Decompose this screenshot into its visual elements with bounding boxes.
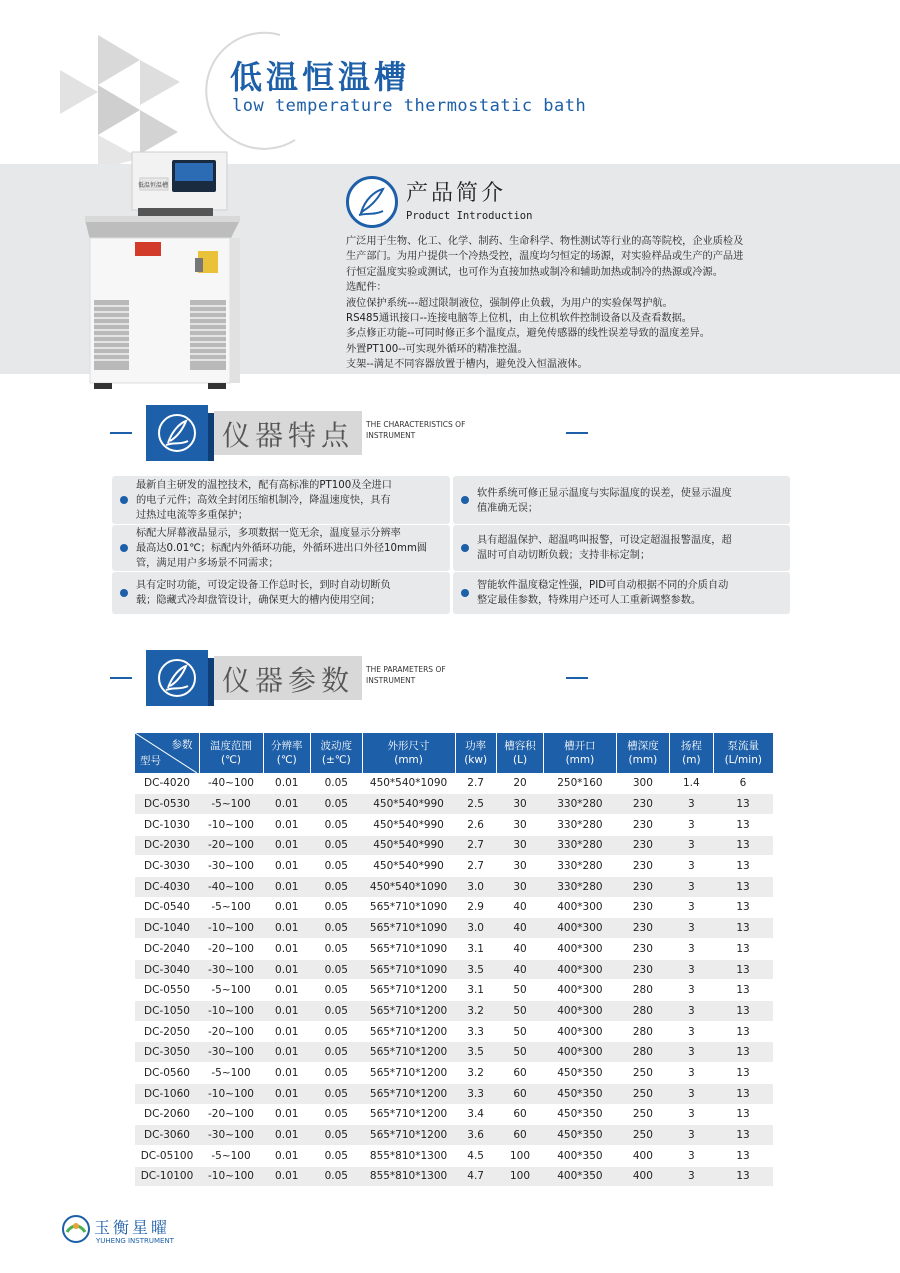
logo-text-en: YUHENG INSTRUMENT: [96, 1237, 174, 1245]
table-cell: 450*540*990: [362, 856, 455, 877]
table-cell: 230: [616, 897, 670, 918]
table-cell: 3.2: [455, 1063, 496, 1084]
table-cell: -5~100: [199, 980, 263, 1001]
section-title-en: THE PARAMETERS OF INSTRUMENT: [366, 665, 446, 685]
table-cell: 3: [670, 918, 713, 939]
table-cell: 0.05: [310, 835, 362, 856]
table-cell: 30: [496, 794, 543, 815]
table-cell: 400*300: [544, 1021, 616, 1042]
table-cell: 40: [496, 897, 543, 918]
table-cell: 13: [713, 1125, 773, 1146]
table-cell: 13: [713, 1063, 773, 1084]
table-cell: 3.0: [455, 876, 496, 897]
feature-card: 最新自主研发的温控技术，配有高标准的PT100及全进口 的电子元件；高效全封闭压缩机制冷，降温速度快，具有 过热过电流等多重保护；: [112, 476, 450, 524]
table-cell: 0.05: [310, 1021, 362, 1042]
quill-icon: [146, 650, 208, 706]
params-heading: [110, 650, 810, 706]
table-cell: 250: [616, 1083, 670, 1104]
column-header: 扬程 (m): [670, 733, 713, 773]
quill-icon: [146, 405, 208, 461]
table-cell: -30~100: [199, 1042, 263, 1063]
table-cell: 3.1: [455, 939, 496, 960]
model-cell: DC-0530: [135, 794, 199, 815]
table-cell: 0.05: [310, 1042, 362, 1063]
table-cell: 3: [670, 794, 713, 815]
table-cell: 400*300: [544, 1001, 616, 1022]
table-cell: 400*300: [544, 918, 616, 939]
table-cell: 280: [616, 1042, 670, 1063]
table-cell: -10~100: [199, 1166, 263, 1187]
divider: [110, 677, 132, 679]
table-cell: 400*350: [544, 1166, 616, 1187]
table-row: [135, 897, 773, 918]
intro-line: RS485通讯接口--连接电脑等上位机，由上位机软件控制设备以及查看数据。: [346, 313, 692, 325]
table-cell: 0.01: [263, 794, 310, 815]
table-cell: 3: [670, 1083, 713, 1104]
table-cell: -30~100: [199, 1125, 263, 1146]
model-cell: DC-1060: [135, 1083, 199, 1104]
model-cell: DC-0550: [135, 980, 199, 1001]
table-cell: 100: [496, 1145, 543, 1166]
table-cell: 0.01: [263, 1125, 310, 1146]
table-cell: -20~100: [199, 939, 263, 960]
model-cell: DC-0540: [135, 897, 199, 918]
table-cell: 13: [713, 1042, 773, 1063]
intro-line: 多点修正功能--可同时修正多个温度点，避免传感器的线性误差导致的温度差异。: [346, 328, 710, 340]
table-cell: 0.05: [310, 773, 362, 794]
table-cell: 3.2: [455, 1001, 496, 1022]
table-cell: 0.05: [310, 1083, 362, 1104]
column-header: 槽开口 (mm): [544, 733, 616, 773]
table-cell: 250: [616, 1125, 670, 1146]
table-cell: 450*540*990: [362, 835, 455, 856]
model-cell: DC-1030: [135, 814, 199, 835]
table-row: [135, 1125, 773, 1146]
table-cell: 13: [713, 1145, 773, 1166]
table-cell: 13: [713, 794, 773, 815]
table-cell: 330*280: [544, 835, 616, 856]
company-logo: [62, 1212, 212, 1252]
column-header: 槽深度 (mm): [616, 733, 670, 773]
model-cell: DC-2030: [135, 835, 199, 856]
model-cell: DC-3040: [135, 959, 199, 980]
section-title-en: THE CHARACTERISTICS OF INSTRUMENT: [366, 420, 466, 440]
table-cell: -10~100: [199, 814, 263, 835]
table-cell: 3.5: [455, 959, 496, 980]
intro-line: 广泛用于生物、化工、化学、制药、生命科学、物性测试等行业的高等院校，企业质检及: [346, 236, 744, 247]
table-row: [135, 1145, 773, 1166]
table-cell: 13: [713, 835, 773, 856]
table-cell: 565*710*1200: [362, 980, 455, 1001]
table-cell: 450*540*1090: [362, 876, 455, 897]
table-cell: 565*710*1090: [362, 897, 455, 918]
table-cell: 250: [616, 1104, 670, 1125]
table-cell: 0.01: [263, 1001, 310, 1022]
table-cell: 0.01: [263, 897, 310, 918]
table-cell: 0.01: [263, 1166, 310, 1187]
table-cell: 30: [496, 814, 543, 835]
model-cell: DC-2040: [135, 939, 199, 960]
table-cell: 450*540*1090: [362, 773, 455, 794]
table-cell: 13: [713, 814, 773, 835]
table-cell: -40~100: [199, 773, 263, 794]
feature-card: 标配大屏幕液晶显示，多项数据一览无余，温度显示分辨率 最高达0.01℃；标配内外循环功能，外循环进出口外径10mm圆 管，满足用户多场景不同需求；: [112, 525, 450, 571]
table-row: [135, 1083, 773, 1104]
table-cell: 330*280: [544, 856, 616, 877]
feature-card: 具有定时功能，可设定设备工作总时长，到时自动切断负 载；隐藏式冷却盘管设计，确保更大的槽内使用空间；: [112, 572, 450, 614]
table-cell: 3: [670, 1042, 713, 1063]
product-image: [80, 150, 245, 392]
table-row: [135, 856, 773, 877]
table-cell: 0.01: [263, 1104, 310, 1125]
table-cell: 0.05: [310, 1104, 362, 1125]
table-cell: 40: [496, 939, 543, 960]
model-cell: DC-2050: [135, 1021, 199, 1042]
table-cell: 565*710*1200: [362, 1063, 455, 1084]
column-header: 温度范围 (℃): [199, 733, 263, 773]
table-cell: 2.6: [455, 814, 496, 835]
table-cell: 0.05: [310, 1125, 362, 1146]
table-cell: 3.3: [455, 1021, 496, 1042]
table-cell: 0.05: [310, 980, 362, 1001]
table-cell: 13: [713, 1083, 773, 1104]
intro-line: 生产部门。为用户提供一个冷热受控，温度均匀恒定的场源，对实验样品或生产的产品进: [346, 251, 744, 263]
table-cell: 565*710*1090: [362, 939, 455, 960]
section-title: 仪器特点: [222, 419, 355, 452]
column-header: 泵流量 (L/min): [713, 733, 773, 773]
table-cell: 60: [496, 1083, 543, 1104]
column-header: 外形尺寸 (mm): [362, 733, 455, 773]
feature-card: 软件系统可修正显示温度与实际温度的误差，使显示温度 值准确无误；: [453, 476, 790, 524]
table-cell: 4.5: [455, 1145, 496, 1166]
features-heading: [110, 405, 810, 461]
model-cell: DC-05100: [135, 1145, 199, 1166]
table-cell: 2.5: [455, 794, 496, 815]
table-cell: 60: [496, 1104, 543, 1125]
table-cell: 13: [713, 876, 773, 897]
table-cell: 3: [670, 1125, 713, 1146]
table-cell: 450*350: [544, 1083, 616, 1104]
table-cell: 0.05: [310, 856, 362, 877]
intro-line: 选配件：: [346, 282, 387, 294]
table-cell: 20: [496, 773, 543, 794]
table-cell: 230: [616, 794, 670, 815]
bullet-icon: [120, 589, 128, 597]
table-cell: 3: [670, 1063, 713, 1084]
table-cell: 3: [670, 835, 713, 856]
table-cell: 400*300: [544, 959, 616, 980]
table-cell: 13: [713, 1104, 773, 1125]
table-cell: 250*160: [544, 773, 616, 794]
intro-text: [346, 234, 836, 373]
table-cell: 30: [496, 856, 543, 877]
table-cell: 230: [616, 814, 670, 835]
table-cell: 2.7: [455, 773, 496, 794]
table-cell: 400: [616, 1166, 670, 1187]
table-cell: 230: [616, 939, 670, 960]
table-cell: 3: [670, 897, 713, 918]
table-cell: 0.01: [263, 980, 310, 1001]
table-cell: 0.05: [310, 897, 362, 918]
table-cell: 3.1: [455, 980, 496, 1001]
table-cell: 565*710*1200: [362, 1104, 455, 1125]
table-row: [135, 959, 773, 980]
table-body: [135, 773, 773, 1187]
table-cell: 280: [616, 980, 670, 1001]
table-cell: 450*350: [544, 1125, 616, 1146]
table-cell: 230: [616, 959, 670, 980]
intro-line: 支架--满足不同容器放置于槽内，避免没入恒温液体。: [346, 359, 588, 371]
table-cell: 0.01: [263, 1042, 310, 1063]
table-cell: 13: [713, 959, 773, 980]
table-cell: 400*300: [544, 980, 616, 1001]
table-cell: 0.05: [310, 1001, 362, 1022]
table-cell: 3: [670, 856, 713, 877]
table-cell: -5~100: [199, 1145, 263, 1166]
table-cell: 855*810*1300: [362, 1166, 455, 1187]
table-cell: -5~100: [199, 897, 263, 918]
table-cell: -20~100: [199, 835, 263, 856]
machine-panel-label: 低温恒温槽: [138, 182, 169, 189]
bullet-icon: [461, 544, 469, 552]
table-cell: 0.01: [263, 939, 310, 960]
table-cell: 0.01: [263, 918, 310, 939]
table-cell: 3.0: [455, 918, 496, 939]
table-cell: 250: [616, 1063, 670, 1084]
table-cell: 13: [713, 897, 773, 918]
table-cell: 855*810*1300: [362, 1145, 455, 1166]
model-cell: DC-3030: [135, 856, 199, 877]
table-cell: 230: [616, 856, 670, 877]
table-cell: 565*710*1200: [362, 1083, 455, 1104]
table-cell: -30~100: [199, 856, 263, 877]
table-row: [135, 1063, 773, 1084]
model-cell: DC-1040: [135, 918, 199, 939]
table-cell: -10~100: [199, 1083, 263, 1104]
table-cell: 400*300: [544, 897, 616, 918]
table-cell: 450*540*990: [362, 814, 455, 835]
table-cell: 3: [670, 876, 713, 897]
table-cell: 565*710*1200: [362, 1125, 455, 1146]
table-row: [135, 773, 773, 794]
table-cell: -5~100: [199, 794, 263, 815]
table-cell: 0.05: [310, 1145, 362, 1166]
bullet-icon: [461, 496, 469, 504]
model-cell: DC-2060: [135, 1104, 199, 1125]
table-row: [135, 939, 773, 960]
table-cell: 50: [496, 1001, 543, 1022]
table-cell: -5~100: [199, 1063, 263, 1084]
intro-line: 液位保护系统---超过限制液位，强制停止负载，为用户的实验保驾护航。: [346, 297, 673, 309]
table-cell: 3: [670, 1021, 713, 1042]
table-cell: 0.01: [263, 856, 310, 877]
table-cell: 30: [496, 876, 543, 897]
page-title: 低温恒温槽: [230, 58, 411, 96]
section-title: 仪器参数: [222, 664, 355, 697]
table-row: [135, 876, 773, 897]
table-cell: 400*300: [544, 1042, 616, 1063]
table-cell: 3: [670, 959, 713, 980]
table-cell: 0.01: [263, 773, 310, 794]
table-cell: 230: [616, 835, 670, 856]
table-cell: 3: [670, 1104, 713, 1125]
table-cell: 280: [616, 1001, 670, 1022]
table-cell: 0.05: [310, 918, 362, 939]
table-cell: 300: [616, 773, 670, 794]
table-cell: 450*350: [544, 1104, 616, 1125]
table-cell: -30~100: [199, 959, 263, 980]
table-cell: 13: [713, 1021, 773, 1042]
table-cell: 0.01: [263, 1021, 310, 1042]
table-cell: 2.9: [455, 897, 496, 918]
table-row: [135, 794, 773, 815]
intro-line: 外置PT100--可实现外循环的精准控温。: [346, 343, 528, 355]
table-cell: 40: [496, 959, 543, 980]
column-header: 波动度 (±℃): [310, 733, 362, 773]
table-cell: 400*300: [544, 939, 616, 960]
table-cell: 4.7: [455, 1166, 496, 1187]
table-cell: 400*350: [544, 1145, 616, 1166]
table-cell: 2.7: [455, 856, 496, 877]
logo-icon: [62, 1214, 90, 1244]
column-header: 分辨率 (℃): [263, 733, 310, 773]
table-cell: 565*710*1200: [362, 1021, 455, 1042]
quill-icon: [346, 176, 398, 228]
model-cell: DC-4020: [135, 773, 199, 794]
table-cell: 565*710*1090: [362, 918, 455, 939]
parameters-table: [135, 733, 773, 1187]
bullet-icon: [120, 544, 128, 552]
table-cell: 0.01: [263, 876, 310, 897]
table-cell: 3: [670, 939, 713, 960]
column-header: 功率 (kw): [455, 733, 496, 773]
table-cell: 1.4: [670, 773, 713, 794]
table-cell: 13: [713, 939, 773, 960]
table-cell: 100: [496, 1166, 543, 1187]
table-cell: 50: [496, 1021, 543, 1042]
table-cell: 50: [496, 1042, 543, 1063]
bullet-icon: [461, 589, 469, 597]
table-cell: 0.05: [310, 814, 362, 835]
table-cell: 3: [670, 814, 713, 835]
table-cell: 230: [616, 876, 670, 897]
table-cell: 13: [713, 856, 773, 877]
table-cell: 565*710*1090: [362, 959, 455, 980]
table-cell: 0.05: [310, 876, 362, 897]
table-cell: 565*710*1200: [362, 1042, 455, 1063]
table-row: [135, 1021, 773, 1042]
table-cell: 3: [670, 1001, 713, 1022]
model-cell: DC-1050: [135, 1001, 199, 1022]
table-cell: 330*280: [544, 794, 616, 815]
table-cell: 6: [713, 773, 773, 794]
intro-heading-en: Product Introduction: [406, 210, 533, 222]
table-cell: 565*710*1200: [362, 1001, 455, 1022]
table-cell: 0.01: [263, 1145, 310, 1166]
table-row: [135, 918, 773, 939]
table-cell: 0.05: [310, 939, 362, 960]
table-cell: 40: [496, 918, 543, 939]
divider: [566, 432, 588, 434]
table-cell: 3.3: [455, 1083, 496, 1104]
model-cell: DC-0560: [135, 1063, 199, 1084]
table-cell: 0.01: [263, 1063, 310, 1084]
table-header-row: [135, 733, 773, 773]
table-row: [135, 835, 773, 856]
table-cell: 0.05: [310, 959, 362, 980]
table-row: [135, 1166, 773, 1187]
table-cell: 13: [713, 918, 773, 939]
feature-card: 具有超温保护、超温鸣叫报警，可设定超温报警温度，超 温时可自动切断负载；支持非标定制；: [453, 525, 790, 571]
table-cell: 450*350: [544, 1063, 616, 1084]
table-cell: 0.01: [263, 835, 310, 856]
table-cell: 450*540*990: [362, 794, 455, 815]
table-cell: 13: [713, 1001, 773, 1022]
table-row: [135, 1042, 773, 1063]
intro-line: 行恒定温度实验或测试，也可作为直接加热或制冷和辅助加热或制冷的热源或冷源。: [346, 266, 723, 278]
table-cell: -20~100: [199, 1104, 263, 1125]
table-cell: 0.05: [310, 1166, 362, 1187]
divider: [110, 432, 132, 434]
table-cell: 330*280: [544, 876, 616, 897]
table-row: [135, 980, 773, 1001]
table-cell: 3.4: [455, 1104, 496, 1125]
table-cell: 230: [616, 918, 670, 939]
table-cell: -10~100: [199, 918, 263, 939]
table-cell: 0.01: [263, 814, 310, 835]
table-cell: 0.01: [263, 959, 310, 980]
table-cell: 3.5: [455, 1042, 496, 1063]
table-cell: 0.05: [310, 1063, 362, 1084]
table-cell: 0.01: [263, 1083, 310, 1104]
table-cell: 3: [670, 1166, 713, 1187]
model-cell: DC-3060: [135, 1125, 199, 1146]
table-cell: 50: [496, 980, 543, 1001]
table-cell: 3: [670, 1145, 713, 1166]
model-cell: DC-3050: [135, 1042, 199, 1063]
model-cell: DC-10100: [135, 1166, 199, 1187]
table-cell: 400: [616, 1145, 670, 1166]
divider: [566, 677, 588, 679]
table-cell: 30: [496, 835, 543, 856]
table-cell: 2.7: [455, 835, 496, 856]
page-subtitle: low temperature thermostatic bath: [232, 96, 587, 116]
feature-card: 智能软件温度稳定性强，PID可自动根据不同的介质自动 整定最佳参数，特殊用户还可人工重新调整参数。: [453, 572, 790, 614]
logo-text: 玉衡星曜: [94, 1218, 171, 1237]
table-cell: 280: [616, 1021, 670, 1042]
table-cell: -10~100: [199, 1001, 263, 1022]
table-row: [135, 814, 773, 835]
table-cell: 3: [670, 980, 713, 1001]
bullet-icon: [120, 496, 128, 504]
corner-header: 参数 型号: [135, 733, 199, 773]
intro-heading: 产品简介: [406, 181, 507, 206]
table-cell: 13: [713, 980, 773, 1001]
table-cell: 13: [713, 1166, 773, 1187]
table-cell: 60: [496, 1125, 543, 1146]
column-header: 槽容积 (L): [496, 733, 543, 773]
table-cell: 60: [496, 1063, 543, 1084]
table-cell: -20~100: [199, 1021, 263, 1042]
table-row: [135, 1001, 773, 1022]
model-cell: DC-4030: [135, 876, 199, 897]
table-cell: 0.05: [310, 794, 362, 815]
table-row: [135, 1104, 773, 1125]
table-cell: 3.6: [455, 1125, 496, 1146]
table-cell: -40~100: [199, 876, 263, 897]
table-cell: 330*280: [544, 814, 616, 835]
